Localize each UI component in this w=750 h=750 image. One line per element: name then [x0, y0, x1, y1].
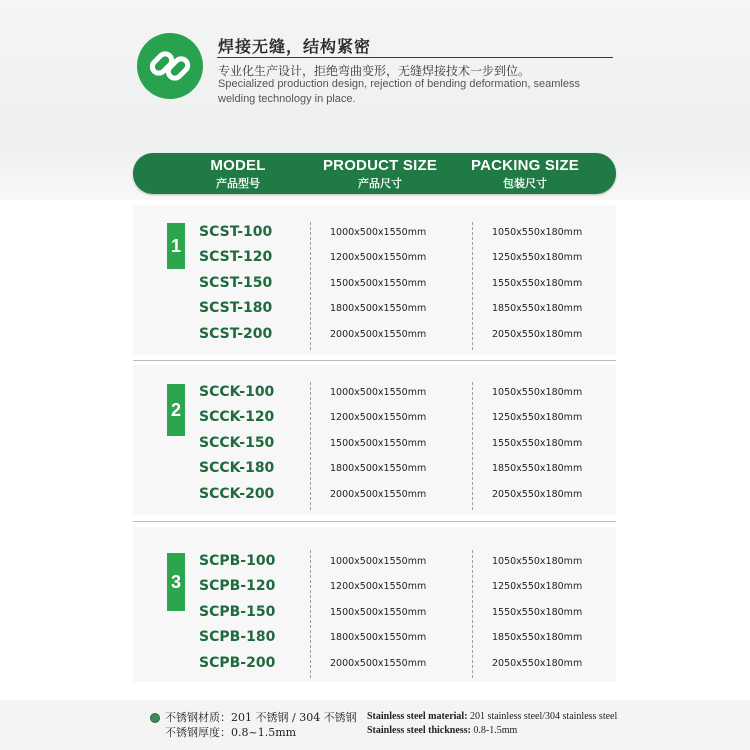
table-row [0, 578, 750, 598]
intro-headline: 焊接无缝，结构紧密 [218, 37, 372, 56]
product-size-cell: 1200x500x1550mm [330, 581, 427, 592]
model-cell: SCCK-180 [199, 460, 275, 476]
group-number-badge: 2 [167, 384, 185, 436]
column-header-label-cn: 包装尺寸 [503, 177, 547, 190]
model-cell: SCPB-180 [199, 629, 276, 645]
product-size-cell: 1000x500x1550mm [330, 227, 427, 238]
column-header-label: PRODUCT SIZE [322, 157, 438, 174]
intro-description-en: Specialized production design, rejection of bending deformation, seamless welding technology in place. [218, 78, 580, 105]
product-size-cell: 1800x500x1550mm [330, 632, 427, 643]
table-row [0, 486, 750, 506]
product-size-cell: 1000x500x1550mm [330, 556, 427, 567]
column-header-product-size [315, 157, 445, 191]
model-cell: SCST-200 [199, 326, 273, 342]
table-row [0, 384, 750, 404]
model-cell: SCPB-200 [199, 655, 276, 671]
table-row [0, 460, 750, 480]
packing-size-cell: 1250x550x180mm [492, 252, 583, 263]
column-header-label: MODEL [210, 157, 266, 174]
material-en-value: 201 stainless steel/304 stainless steel [470, 711, 618, 722]
headline-divider [217, 57, 613, 58]
product-size-cell: 1200x500x1550mm [330, 412, 427, 423]
packing-size-cell: 1850x550x180mm [492, 303, 583, 314]
table-row [0, 326, 750, 346]
packing-size-cell: 1250x550x180mm [492, 581, 583, 592]
table-row [0, 435, 750, 455]
model-cell: SCST-120 [199, 249, 273, 265]
thickness-cn-value: 0.8~1.5mm [231, 726, 297, 739]
packing-size-cell: 2050x550x180mm [492, 658, 583, 669]
group-divider [133, 521, 616, 522]
intro-description-cn: 专业化生产设计，拒绝弯曲变形，无缝焊接技术一步到位。 [218, 64, 531, 78]
product-size-cell: 2000x500x1550mm [330, 329, 427, 340]
material-cn-value: 201 不锈钢 / 304 不锈钢 [231, 711, 357, 724]
product-size-cell: 2000x500x1550mm [330, 489, 427, 500]
bullet-icon [150, 713, 160, 723]
table-row [0, 275, 750, 295]
table-row [0, 655, 750, 675]
thickness-en-label: Stainless steel thickness: [367, 725, 471, 736]
group-divider [133, 360, 616, 361]
model-cell: SCST-180 [199, 300, 273, 316]
table-row [0, 604, 750, 624]
product-size-cell: 1800x500x1550mm [330, 463, 427, 474]
table-row [0, 409, 750, 429]
column-header-packing-size [465, 157, 585, 191]
packing-size-cell: 2050x550x180mm [492, 489, 583, 500]
model-cell: SCPB-120 [199, 578, 276, 594]
packing-size-cell: 1050x550x180mm [492, 227, 583, 238]
model-cell: SCCK-200 [199, 486, 275, 502]
table-row [0, 249, 750, 269]
packing-size-cell: 1550x550x180mm [492, 438, 583, 449]
product-size-cell: 1200x500x1550mm [330, 252, 427, 263]
packing-size-cell: 1850x550x180mm [492, 463, 583, 474]
material-en [367, 711, 617, 722]
thickness-cn [165, 724, 296, 740]
thickness-en-value: 0.8-1.5mm [473, 725, 518, 736]
table-row [0, 300, 750, 320]
group-number-badge: 3 [167, 553, 185, 611]
column-header-model [193, 157, 283, 191]
model-cell: SCST-150 [199, 275, 273, 291]
column-header-label: PACKING SIZE [471, 157, 579, 174]
packing-size-cell: 1550x550x180mm [492, 278, 583, 289]
product-size-cell: 1500x500x1550mm [330, 278, 427, 289]
model-cell: SCCK-150 [199, 435, 275, 451]
packing-size-cell: 1250x550x180mm [492, 412, 583, 423]
packing-size-cell: 1050x550x180mm [492, 387, 583, 398]
model-cell: SCPB-100 [199, 553, 276, 569]
product-size-cell: 2000x500x1550mm [330, 658, 427, 669]
table-row [0, 553, 750, 573]
material-cn-label: 不锈钢材质： [165, 711, 231, 724]
thickness-en [367, 725, 517, 736]
packing-size-cell: 1850x550x180mm [492, 632, 583, 643]
column-header-label-cn: 产品尺寸 [358, 177, 402, 190]
chain-link-icon [137, 33, 203, 99]
thickness-cn-label: 不锈钢厚度： [165, 726, 231, 739]
packing-size-cell: 1550x550x180mm [492, 607, 583, 618]
product-size-cell: 1000x500x1550mm [330, 387, 427, 398]
model-cell: SCPB-150 [199, 604, 276, 620]
product-size-cell: 1500x500x1550mm [330, 607, 427, 618]
material-cn [165, 709, 357, 725]
material-en-label: Stainless steel material: [367, 711, 468, 722]
model-cell: SCCK-120 [199, 409, 275, 425]
product-size-cell: 1500x500x1550mm [330, 438, 427, 449]
model-cell: SCST-100 [199, 224, 273, 240]
product-size-cell: 1800x500x1550mm [330, 303, 427, 314]
table-row [0, 224, 750, 244]
group-number-badge: 1 [167, 223, 185, 269]
packing-size-cell: 2050x550x180mm [492, 329, 583, 340]
model-cell: SCCK-100 [199, 384, 275, 400]
packing-size-cell: 1050x550x180mm [492, 556, 583, 567]
table-header [133, 153, 616, 194]
column-header-label-cn: 产品型号 [216, 177, 260, 190]
table-row [0, 629, 750, 649]
